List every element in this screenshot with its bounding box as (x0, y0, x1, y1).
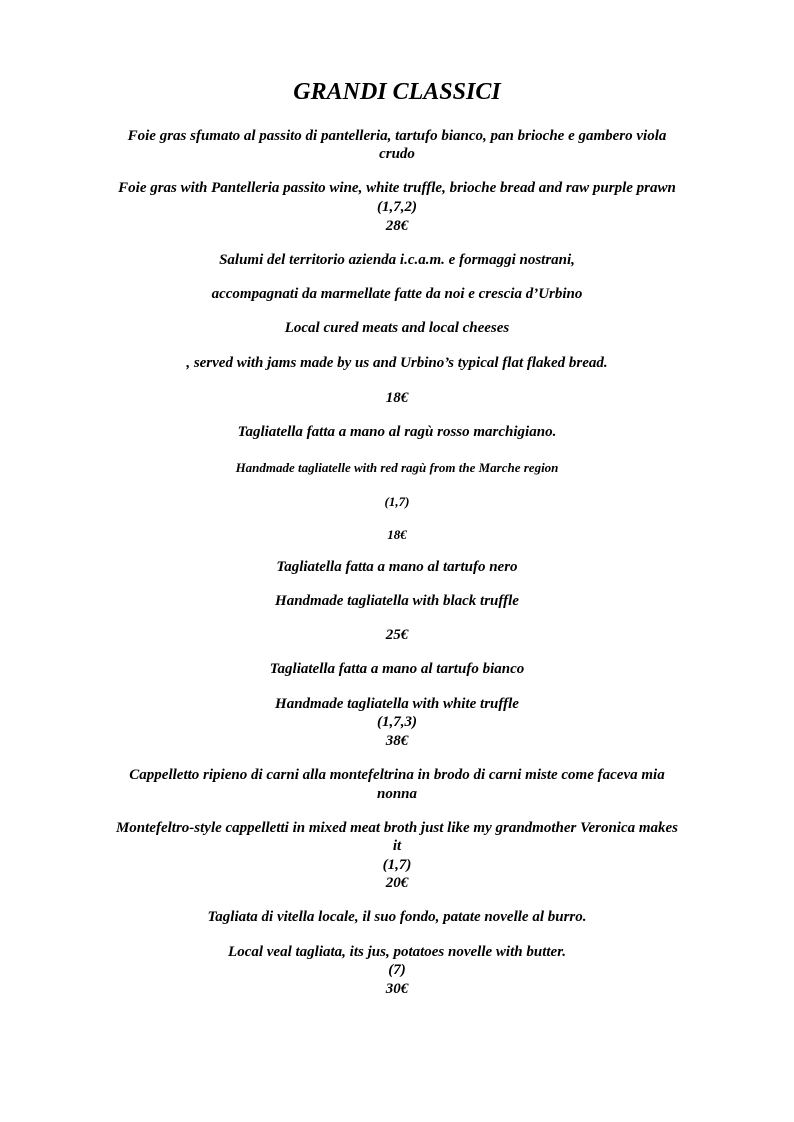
dish-3-italian: Tagliatella fatta a mano al ragù rosso marchigiano. (237, 424, 557, 440)
dish-6-allergens: (1,7) (382, 857, 412, 873)
dish-6-italian-line-1: Cappelletto ripieno di carni alla montefeltrina in brodo di carni miste come faceva mia (129, 767, 665, 783)
dish-5-price: 38€ (385, 733, 409, 749)
dish-6-english-line-2: it (392, 838, 402, 854)
dish-7-price: 30€ (385, 981, 409, 997)
dish-1-english: Foie gras with Pantelleria passito wine, white truffle, brioche bread and raw purple prawn (118, 180, 676, 196)
dish-3-allergens: (1,7) (384, 494, 410, 509)
dish-6-english-line-1: Montefeltro-style cappelletti in mixed meat broth just like my grandmother Veronica makes (115, 820, 679, 836)
dish-1-italian-line-2: crudo (379, 146, 415, 162)
dish-4-english: Handmade tagliatella with black truffle (275, 593, 519, 609)
dish-3-english: Handmade tagliatelle with red ragù from the Marche region (235, 460, 559, 475)
dish-5-allergens: (1,7,3) (377, 714, 417, 730)
dish-4-price: 25€ (385, 627, 409, 643)
dish-1-price: 28€ (385, 218, 409, 234)
dish-1-italian-line-1: Foie gras sfumato al passito di pantelleria, tartufo bianco, pan brioche e gambero viola (127, 128, 667, 144)
dish-6-italian-line-2: nonna (376, 786, 418, 802)
dish-5-italian: Tagliatella fatta a mano al tartufo bianco (269, 661, 525, 677)
dish-5-english: Handmade tagliatella with white truffle (275, 696, 519, 712)
dish-7-english: Local veal tagliata, its jus, potatoes novelle with butter. (228, 944, 566, 960)
dish-2-italian-line-2: accompagnati da marmellate fatte da noi e crescia d’Urbino (211, 286, 583, 302)
menu-title: GRANDI CLASSICI (293, 79, 501, 105)
dish-1-allergens: (1,7,2) (377, 199, 417, 215)
dish-2-english-line-1: Local cured meats and local cheeses (284, 320, 510, 336)
dish-2-english-line-2: , served with jams made by us and Urbino’s typical flat flaked bread. (186, 355, 608, 371)
dish-2-italian-line-1: Salumi del territorio azienda i.c.a.m. e formaggi nostrani, (219, 252, 575, 268)
dish-6-price: 20€ (385, 875, 409, 891)
dish-4-italian: Tagliatella fatta a mano al tartufo nero (276, 559, 518, 575)
dish-7-allergens: (7) (388, 962, 406, 978)
dish-2-price: 18€ (385, 390, 409, 406)
dish-3-price: 18€ (387, 527, 407, 542)
dish-7-italian: Tagliata di vitella locale, il suo fondo, patate novelle al burro. (207, 909, 587, 925)
